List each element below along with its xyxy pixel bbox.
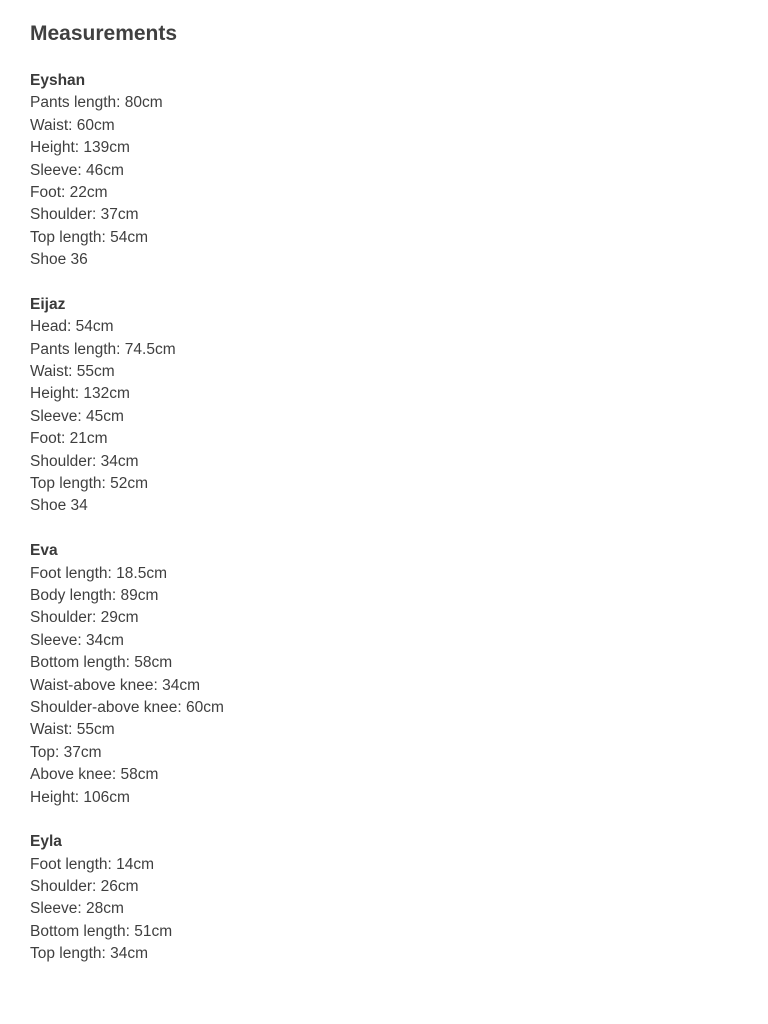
measurement-line: Height: 132cm	[30, 385, 130, 403]
measurement-line: Foot: 21cm	[30, 430, 108, 448]
measurement-line: Shoulder: 37cm	[30, 206, 139, 224]
note-title: Measurements	[30, 22, 178, 45]
measurement-line: Height: 139cm	[30, 139, 130, 157]
spacer	[30, 53, 750, 70]
measurement-line: Shoe 34	[30, 497, 88, 515]
measurement-line: Pants length: 74.5cm	[30, 340, 176, 358]
section-eva	[30, 540, 750, 809]
measurement-line: Top length: 34cm	[30, 945, 149, 963]
measurement-line: Head: 54cm	[30, 318, 114, 336]
measurement-line: Above knee: 58cm	[30, 766, 159, 784]
measurement-line: Shoulder: 34cm	[30, 452, 139, 470]
measurement-line: Shoe 36	[30, 251, 88, 269]
note-body[interactable]	[30, 0, 750, 966]
measurement-line: Height: 106cm	[30, 788, 130, 806]
measurement-line: Top length: 52cm	[30, 475, 149, 493]
measurement-line: Top: 37cm	[30, 743, 102, 761]
section-eijaz	[30, 294, 750, 518]
measurement-line: Top length: 54cm	[30, 228, 149, 246]
measurement-line: Shoulder-above knee: 60cm	[30, 698, 224, 716]
measurement-line: Bottom length: 58cm	[30, 654, 173, 672]
section-name: Eijaz	[30, 295, 66, 313]
section-eyshan	[30, 70, 750, 272]
measurement-line: Sleeve: 34cm	[30, 631, 124, 649]
measurement-line: Shoulder: 29cm	[30, 609, 139, 627]
measurement-line: Sleeve: 45cm	[30, 407, 124, 425]
measurement-line: Sleeve: 46cm	[30, 161, 124, 179]
measurement-line: Bottom length: 51cm	[30, 922, 173, 940]
section-eyla	[30, 831, 750, 965]
measurement-line: Foot length: 14cm	[30, 855, 155, 873]
measurement-line: Waist: 55cm	[30, 363, 115, 381]
measurement-line: Pants length: 80cm	[30, 94, 163, 112]
section-name: Eyla	[30, 833, 62, 851]
measurement-line: Body length: 89cm	[30, 586, 159, 604]
measurement-line: Foot: 22cm	[30, 183, 108, 201]
section-name: Eyshan	[30, 72, 86, 89]
measurement-line: Waist: 55cm	[30, 721, 115, 739]
measurement-line: Waist-above knee: 34cm	[30, 676, 201, 694]
measurement-line: Sleeve: 28cm	[30, 900, 124, 918]
measurement-line: Waist: 60cm	[30, 116, 115, 134]
measurement-line: Foot length: 18.5cm	[30, 564, 167, 582]
section-name: Eva	[30, 542, 58, 560]
measurement-line: Shoulder: 26cm	[30, 878, 139, 896]
